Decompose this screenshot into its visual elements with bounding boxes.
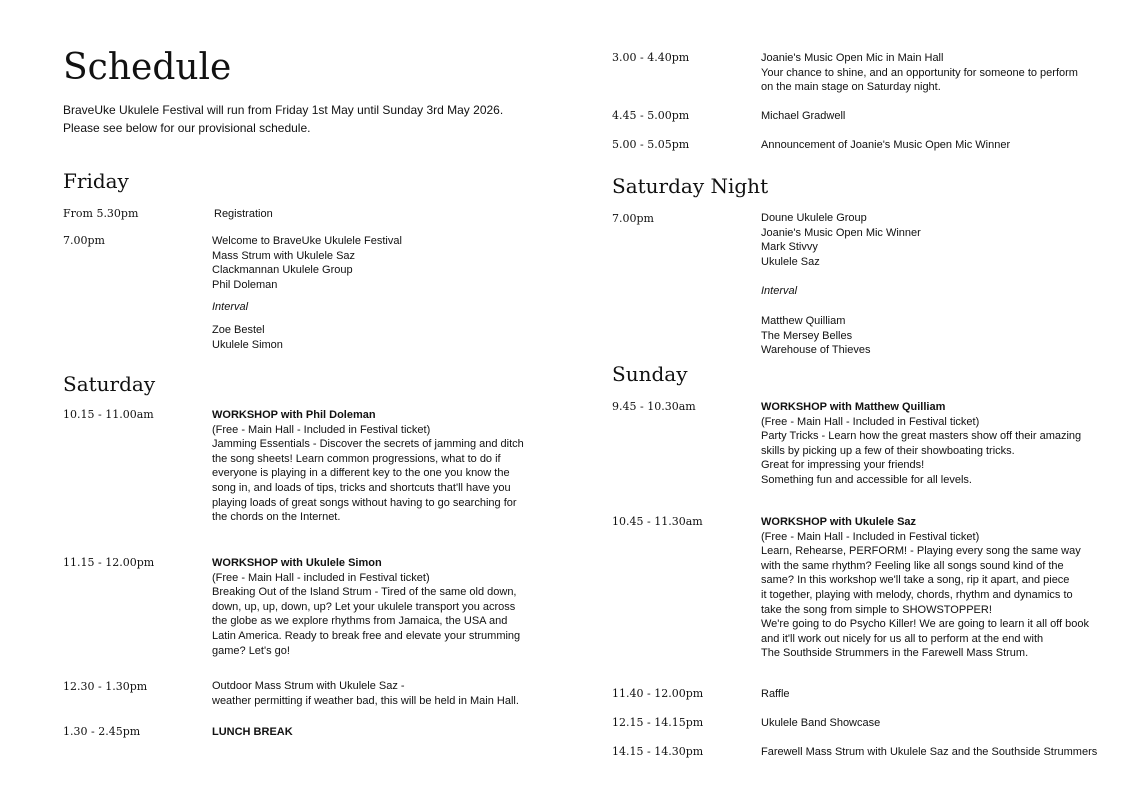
- event-description: [761, 515, 1089, 661]
- event-time: 14.15 - 14.30pm: [612, 745, 704, 758]
- event-description: [761, 716, 880, 731]
- event-description: [761, 400, 1081, 488]
- event-title: WORKSHOP with Ukulele Saz: [761, 516, 917, 528]
- event-line: Matthew Quilliam: [761, 315, 846, 327]
- event-line: Registration: [214, 208, 273, 220]
- page-title: Schedule: [63, 47, 232, 88]
- event-time: 3.00 - 4.40pm: [612, 51, 690, 64]
- event-line: Ukulele Saz: [761, 255, 820, 268]
- event-time: 1.30 - 2.45pm: [63, 725, 141, 738]
- event-line: Announcement of Joanie's Music Open Mic Winner: [761, 139, 1011, 151]
- event-line: take the song from simple to SHOWSTOPPER!: [761, 603, 992, 616]
- event-title: WORKSHOP with Phil Doleman: [212, 409, 376, 421]
- event-time: 4.45 - 5.00pm: [612, 109, 690, 122]
- event-line: weather permitting if weather bad, this will be held in Main Hall.: [212, 694, 519, 707]
- event-time: 12.30 - 1.30pm: [63, 680, 148, 693]
- event-line: Warehouse of Thieves: [761, 344, 871, 357]
- event-line: Outdoor Mass Strum with Ukulele Saz -: [212, 680, 405, 692]
- event-line: same? In this workshop we'll take a song, rip it apart, and piece: [761, 574, 1070, 587]
- event-description: [212, 679, 519, 708]
- event-time: 9.45 - 10.30am: [612, 400, 696, 413]
- event-time: 11.15 - 12.00pm: [63, 556, 155, 569]
- event-line: Your chance to shine, and an opportunity for someone to perform: [761, 66, 1078, 79]
- event-line: The Southside Strummers in the Farewell Mass Strum.: [761, 647, 1029, 660]
- event-line: Michael Gradwell: [761, 110, 846, 122]
- event-title: WORKSHOP with Ukulele Simon: [212, 557, 382, 569]
- event-line: skills by picking up a few of their showboating tricks.: [761, 444, 1015, 457]
- event-line: The Mersey Belles: [761, 329, 853, 342]
- event-line: Great for impressing your friends!: [761, 459, 925, 472]
- event-line: the chords on the Internet.: [212, 511, 341, 524]
- interval-label: Interval: [761, 285, 798, 297]
- friday-heading: Friday: [63, 169, 129, 193]
- event-line: and it'll work out nicely for us all to perform at the end with: [761, 632, 1044, 645]
- event-line: everyone is playing in a different key to the one you know the: [212, 467, 510, 480]
- event-line: Zoe Bestel: [212, 324, 265, 336]
- event-line: (Free - Main Hall - Included in Festival ticket): [761, 530, 980, 543]
- event-line: it together, playing with melody, chords, rhythm and dynamics to: [761, 588, 1073, 601]
- event-description: [761, 745, 1097, 760]
- event-time: 7.00pm: [63, 234, 105, 247]
- event-time: 7.00pm: [612, 212, 654, 225]
- event-line: Learn, Rehearse, PERFORM! - Playing every song the same way: [761, 545, 1081, 558]
- event-line: playing loads of great songs without having to go searching for: [212, 496, 517, 509]
- event-description: [761, 314, 870, 358]
- event-line: Joanie's Music Open Mic in Main Hall: [761, 52, 944, 64]
- event-line: Party Tricks - Learn how the great masters show off their amazing: [761, 430, 1082, 443]
- saturday-night-heading: Saturday Night: [612, 174, 769, 198]
- event-line: Ukulele Simon: [212, 338, 283, 351]
- event-line: the globe as we explore rhythms from Jamaica, the USA and: [212, 615, 508, 628]
- event-line: Clackmannan Ukulele Group: [212, 264, 353, 277]
- event-line: song in, and loads of tips, tricks and shortcuts that'll have you: [212, 481, 511, 494]
- event-line: Welcome to BraveUke Ukulele Festival: [212, 235, 402, 247]
- event-line: down, up, up, down, up? Let your ukulele transport you across: [212, 600, 516, 613]
- event-description: [212, 234, 402, 292]
- event-line: the song sheets! Learn common progressions, what to do if: [212, 452, 501, 465]
- event-line: Doune Ukulele Group: [761, 212, 867, 224]
- event-line: (Free - Main Hall - Included in Festival ticket): [761, 415, 980, 428]
- event-time: 10.45 - 11.30am: [612, 515, 703, 528]
- event-title: WORKSHOP with Matthew Quilliam: [761, 401, 946, 413]
- event-description: [212, 556, 520, 658]
- event-time: 10.15 - 11.00am: [63, 408, 154, 421]
- interval-label: Interval: [212, 301, 249, 313]
- event-line: Mark Stivvy: [761, 241, 818, 254]
- event-line: Mass Strum with Ukulele Saz: [212, 249, 356, 262]
- event-line: (Free - Main Hall - Included in Festival ticket): [212, 423, 431, 436]
- intro-line: BraveUke Ukulele Festival will run from Friday 1st May until Sunday 3rd May 2026.: [63, 103, 504, 117]
- event-line: (Free - Main Hall - included in Festival ticket): [212, 571, 430, 584]
- event-description: [761, 109, 845, 124]
- sunday-heading: Sunday: [612, 362, 688, 386]
- event-line: game? Let's go!: [212, 644, 290, 657]
- saturday-heading: Saturday: [63, 372, 156, 396]
- event-line: Ukulele Band Showcase: [761, 717, 881, 729]
- event-line: on the main stage on Saturday night.: [761, 81, 941, 94]
- intro-text: [63, 101, 503, 137]
- event-description: [214, 207, 273, 222]
- event-description: [761, 138, 1010, 153]
- event-line: Phil Doleman: [212, 278, 278, 291]
- event-line: We're going to do Psycho Killer! We are going to learn it all off book: [761, 618, 1090, 631]
- event-time: From 5.30pm: [63, 207, 139, 220]
- event-line: Breaking Out of the Island Strum - Tired of the same old down,: [212, 586, 517, 599]
- event-line: Raffle: [761, 688, 790, 700]
- event-line: Something fun and accessible for all levels.: [761, 473, 972, 486]
- event-description: [761, 51, 1078, 95]
- event-line: Jamming Essentials - Discover the secrets of jamming and ditch: [212, 438, 524, 451]
- intro-line: Please see below for our provisional schedule.: [63, 121, 311, 135]
- event-time: 5.00 - 5.05pm: [612, 138, 690, 151]
- event-line: with the same rhythm? Feeling like all songs sound kind of the: [761, 559, 1064, 572]
- event-line: Joanie's Music Open Mic Winner: [761, 226, 921, 239]
- event-time: 11.40 - 12.00pm: [612, 687, 704, 700]
- event-description: [761, 687, 790, 702]
- event-description: [761, 211, 921, 269]
- event-time: 12.15 - 14.15pm: [612, 716, 704, 729]
- event-line: Farewell Mass Strum with Ukulele Saz and the Southside Strummers: [761, 746, 1098, 758]
- event-description: [212, 323, 283, 352]
- event-description: [212, 408, 524, 525]
- event-title: LUNCH BREAK: [212, 726, 293, 738]
- event-line: Latin America. Ready to break free and elevate your strumming: [212, 629, 521, 642]
